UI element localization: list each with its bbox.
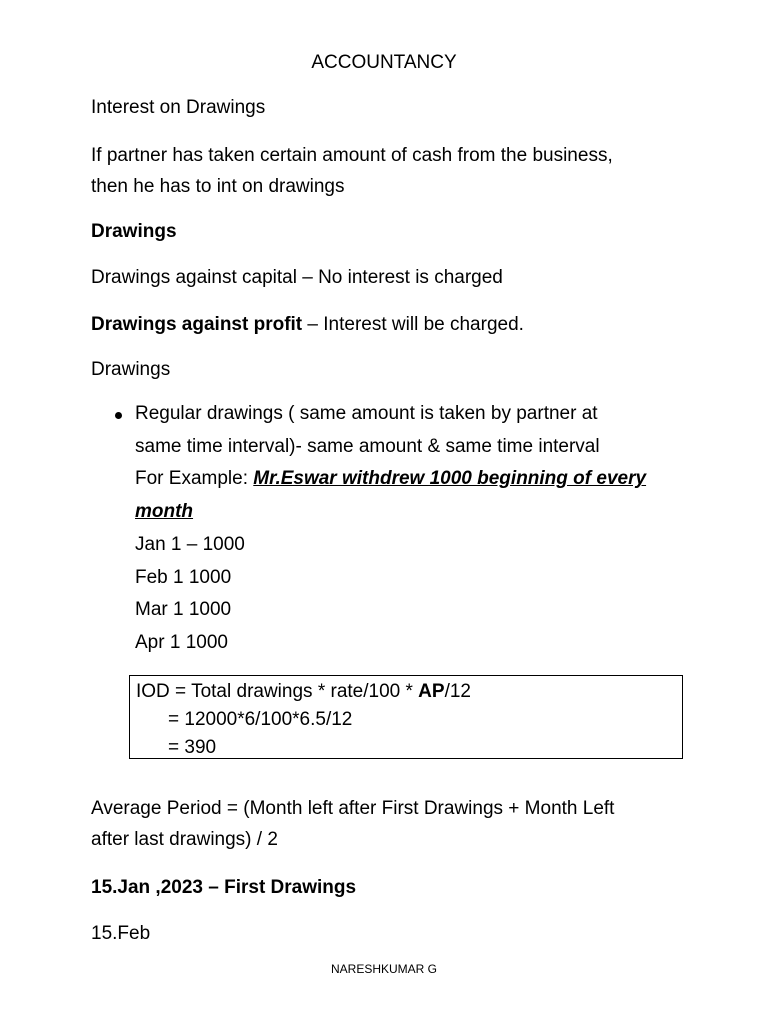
entry-feb: Feb 1 1000 <box>135 566 232 588</box>
footer-author: NARESHKUMAR G <box>330 962 437 976</box>
example-highlight-1: Mr.Eswar withdrew 1000 beginning of every <box>253 468 647 490</box>
drawings-against-capital: Drawings against capital – No interest is charged <box>91 267 503 288</box>
regular-drawings-bullet <box>135 398 695 660</box>
average-line-2: after last drawings) / 2 <box>91 829 278 850</box>
against-profit-rest: – Interest will be charged. <box>302 314 524 335</box>
entry-mar: Mar 1 1000 <box>135 599 232 621</box>
heading-interest-on-drawings: Interest on Drawings <box>91 97 266 118</box>
example-prefix: For Example: <box>135 468 254 490</box>
formula-line-1 <box>136 678 682 706</box>
formula-ap: AP <box>418 681 445 702</box>
average-line-1: Average Period = (Month left after First Drawings + Month Left <box>91 798 615 819</box>
iod-formula-box <box>129 675 683 759</box>
average-period-paragraph <box>91 793 691 855</box>
page-title: ACCOUNTANCY <box>311 52 457 73</box>
formula-line-1-prefix: IOD = Total drawings * rate/100 * <box>136 681 419 702</box>
intro-paragraph <box>91 140 691 202</box>
intro-line-1: If partner has taken certain amount of cash from the business, <box>91 145 613 166</box>
drawings-against-profit <box>91 309 691 340</box>
formula-line-3: = 390 <box>168 737 217 758</box>
feb-line: 15.Feb <box>91 923 151 944</box>
against-profit-label: Drawings against profit <box>91 314 303 335</box>
formula-line-1-suffix: /12 <box>444 681 471 702</box>
bullet-line-1: Regular drawings ( same amount is taken by partner at <box>135 403 598 424</box>
intro-line-2: then he has to int on drawings <box>91 176 345 197</box>
entry-jan: Jan 1 – 1000 <box>135 533 245 555</box>
entry-apr: Apr 1 1000 <box>135 631 228 653</box>
example-continuation <box>135 496 695 529</box>
example-highlight-2: month <box>135 501 194 523</box>
example-line <box>135 463 695 496</box>
drawings-label: Drawings <box>91 359 171 380</box>
first-drawings-line: 15.Jan ,2023 – First Drawings <box>91 877 357 898</box>
bullet-icon <box>115 412 122 419</box>
drawings-heading: Drawings <box>91 221 177 242</box>
formula-line-2: = 12000*6/100*6.5/12 <box>168 709 353 730</box>
bullet-line-2: same time interval)- same amount & same time interval <box>135 435 600 457</box>
